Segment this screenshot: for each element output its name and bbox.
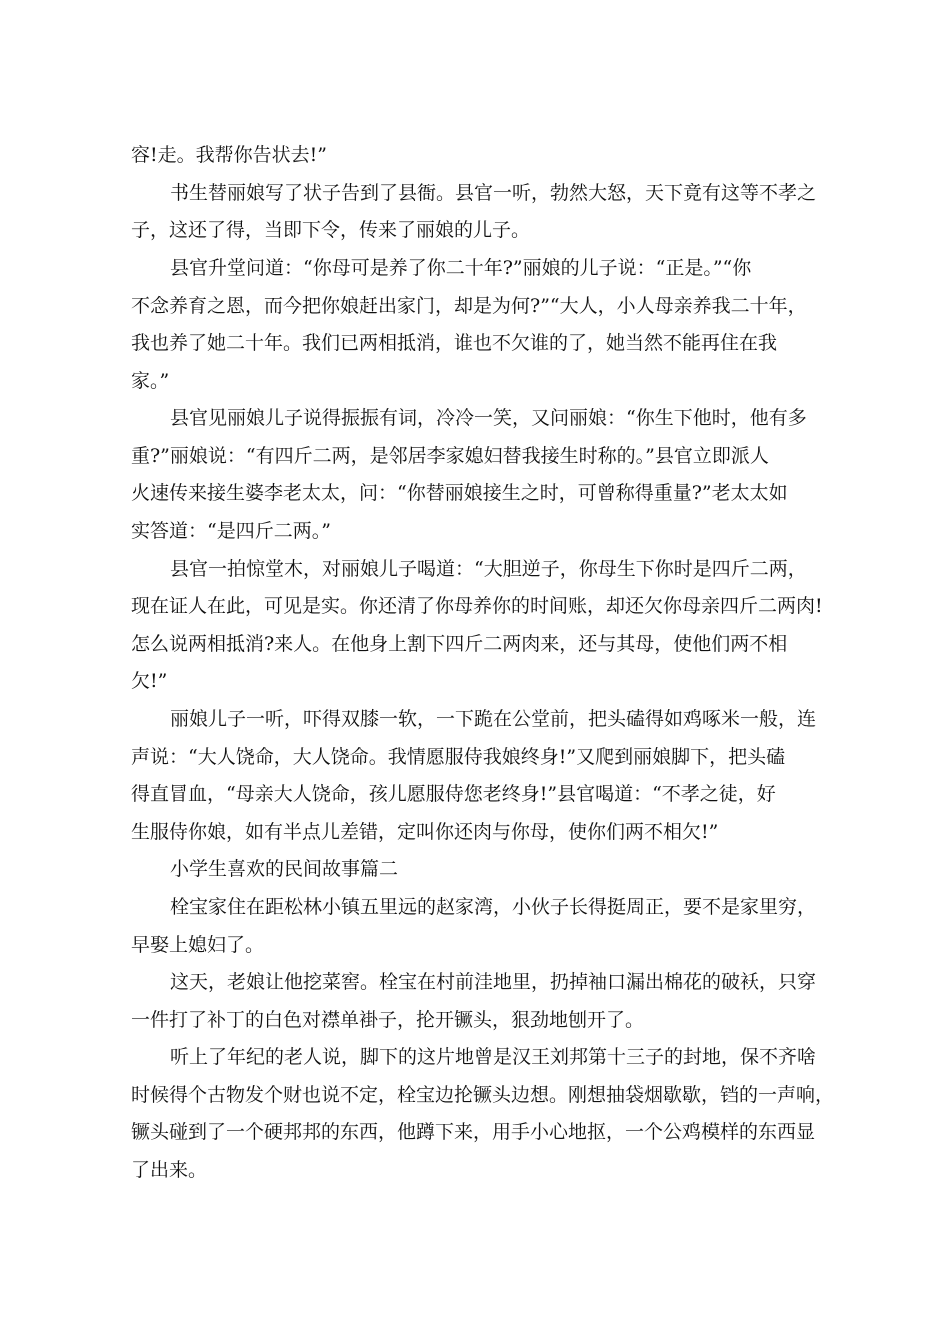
- text-line: 听上了年纪的老人说，脚下的这片地曾是汉王刘邦第十三子的封地，保不齐啥: [170, 1046, 817, 1068]
- text-line: 了出来。: [131, 1159, 208, 1181]
- text-line: 生服侍你娘，如有半点儿差错，定叫你还肉与你母，使你们两不相欠!”: [131, 821, 719, 843]
- text-line: 县官升堂问道：“你母可是养了你二十年?”丽娘的儿子说：“正是。”“你: [170, 257, 752, 279]
- text-line: 子，这还了得，当即下令，传来了丽娘的儿子。: [131, 219, 531, 241]
- text-line: 声说：“大人饶命，大人饶命。我情愿服侍我娘终身!”又爬到丽娘脚下，把头磕: [131, 746, 786, 768]
- text-line: 怎么说两相抵消?来人。在他身上割下四斤二两肉来，还与其母，使他们两不相: [131, 633, 788, 655]
- text-line: 栓宝家住在距松林小镇五里远的赵家湾，小伙子长得挺周正，要不是家里穷，: [170, 896, 817, 918]
- text-line: 容!走。我帮你告状去!”: [131, 144, 327, 166]
- text-line: 家。”: [131, 370, 170, 392]
- text-line: 欠!”: [131, 670, 168, 692]
- text-line: 丽娘儿子一听，吓得双膝一软，一下跪在公堂前，把头磕得如鸡啄米一般，连: [170, 708, 817, 730]
- section-heading: 小学生喜欢的民间故事篇二: [170, 858, 399, 880]
- text-line: 县官一拍惊堂木，对丽娘儿子喝道：“大胆逆子，你母生下你时是四斤二两，: [170, 558, 807, 580]
- text-line: 镢头碰到了一个硬邦邦的东西，他蹲下来，用手小心地抠，一个公鸡模样的东西显: [131, 1121, 816, 1143]
- text-line: 我也养了她二十年。我们已两相抵消，谁也不欠谁的了，她当然不能再住在我: [131, 332, 778, 354]
- text-line: 实答道：“是四斤二两。”: [131, 520, 331, 542]
- text-line: 时候得个古物发个财也说不定，栓宝边抡镢头边想。刚想抽袋烟歇歇，铛的一声响，: [131, 1084, 835, 1106]
- text-line: 早娶上媳妇了。: [131, 934, 265, 956]
- text-line: 这天，老娘让他挖菜窖。栓宝在村前洼地里，扔掉袖口漏出棉花的破袄，只穿: [170, 971, 817, 993]
- text-line: 不念养育之恩，而今把你娘赶出家门，却是为何?”“大人，小人母亲养我二十年，: [131, 295, 807, 317]
- text-line: 一件打了补丁的白色对襟单褂子，抡开镢头，狠劲地刨开了。: [131, 1009, 645, 1031]
- text-line: 得直冒血，“母亲大人饶命，孩儿愿服侍您老终身!”县官喝道：“不孝之徒，好: [131, 783, 776, 805]
- text-line: 书生替丽娘写了状子告到了县衙。县官一听，勃然大怒，天下竟有这等不孝之: [170, 182, 817, 204]
- text-line: 现在证人在此，可见是实。你还清了你母养你的时间账，却还欠你母亲四斤二两肉!: [131, 595, 823, 617]
- text-line: 火速传来接生婆李老太太，问：“你替丽娘接生之时，可曾称得重量?”老太太如: [131, 482, 788, 504]
- text-line: 重?”丽娘说：“有四斤二两，是邻居李家媳妇替我接生时称的。”县官立即派人: [131, 445, 769, 467]
- text-line: 县官见丽娘儿子说得振振有词，冷冷一笑，又问丽娘：“你生下他时，他有多: [170, 407, 807, 429]
